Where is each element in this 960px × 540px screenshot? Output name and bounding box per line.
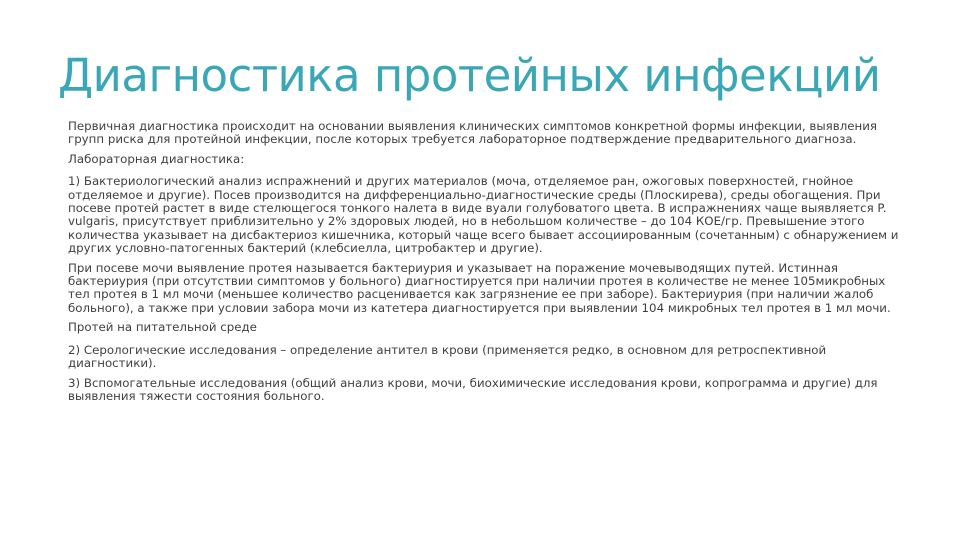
paragraph-auxiliary: 3) Вспомогательные исследования (общий анализ крови, мочи, биохимические исследования крови, копрограмма и другие) для выявления тяжести состояния больного. [68,375,878,403]
paragraph-serological: 2) Серологические исследования – определение антител в крови (применяется редко, в основном для ретроспективной диагностики). [68,342,827,371]
paragraph-lab-heading: Лабораторная диагностика: [68,151,245,166]
paragraph-primary-diagnosis: Первичная диагностика происходит на основании выявления клинических симптомов конкретной формы инфекции, выявления групп риска для протейной инфекции, после которых требуется лабораторное подтверждение предварительного диагноза. [68,119,877,147]
paragraph-culture-medium: Протей на питательной среде [68,320,257,335]
paragraph-urine-culture: При посеве мочи выявление протея называется бактериурия и указывает на поражение мочевыводящих путей. Истинная бактериурия (при отсутствии симптомов у больного) диагностируется при наличии протея в количестве не менее 105микробных тел протея в 1 мл мочи (меньшее количество расценивается как загрязнение ее при заборе). Бактериурия (при наличии жалоб больного), а также при условии забора мочи из катетера диагностируется при выявлении 104 микробных тел протея в 1 мл мочи. [68,260,891,315]
paragraph-bacteriological: 1) Бактериологический анализ испражнений и других материалов (моча, отделяемое ран, ожоговых поверхностей, гнойное отделяемое и другие). Посев производится на дифференциально-диагностические среды (Плоскирева), среды обогащения. При посеве протей растет в виде стелющегося тонкого налета в виде вуали голубоватого цвета. В испражнениях чаще выявляется P. vulgaris, присутствует приблизительно у 2% здоровых людей, но в небольшом количестве – до 104 КОЕ/гр. Превышение этого количества указывает на дисбактериоз кишечника, который чаще всего бывает ассоциированным (сочетанным) с обнаружением и других условно-патогенных бактерий (клебсиелла, цитробактер и другие). [68,174,899,256]
slide-title: Диагностика протейных инфекций [58,49,881,102]
slide-body [68,120,900,409]
